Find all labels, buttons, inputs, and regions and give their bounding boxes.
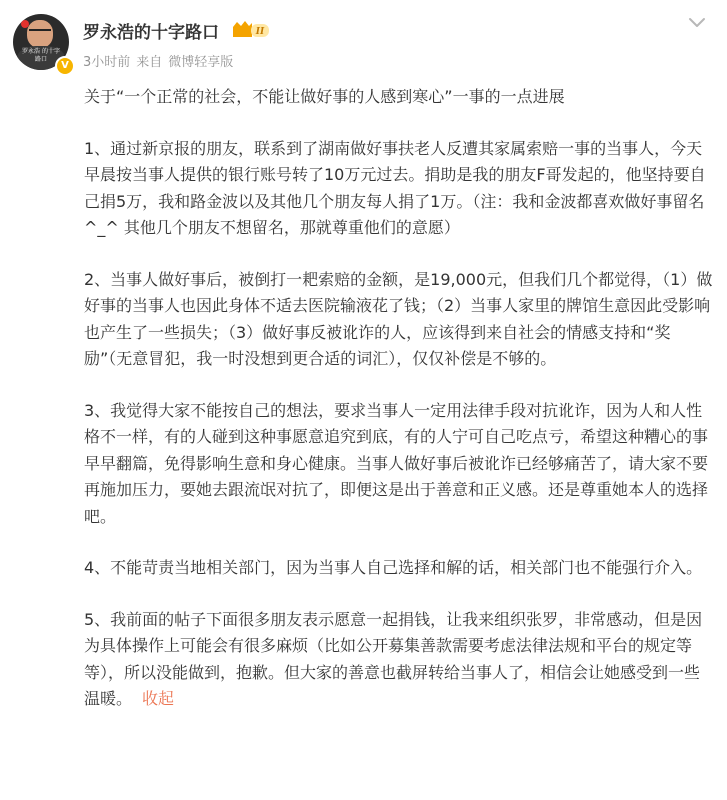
source-prefix: 来自 <box>136 55 163 70</box>
author-avatar[interactable] <box>13 14 73 74</box>
author-name[interactable]: 罗永浩的十字路口 <box>83 23 219 43</box>
post-header <box>0 0 727 80</box>
post-time: 3小时前 <box>83 55 131 70</box>
post-paragraph-4: 4、不能苛责当地相关部门，因为当事人自己选择和解的话，相关部门也不能强行介入。 <box>84 558 703 577</box>
post-paragraph-5 <box>84 607 714 713</box>
post-meta <box>83 51 239 70</box>
collapse-link[interactable]: 收起 <box>142 689 175 708</box>
post-paragraph-5-text: 5、我前面的帖子下面很多朋友表示愿意一起捐钱，让我来组织张罗，非常感动，但是因为具体操作上可能会有很多麻烦（比如公开募集善款需要考虑法律法规和平台的规定等等），所以没能做到，抱歉。但大家的善意也截屏转给当事人了，相信会让她感受到一些温暖。 <box>84 609 703 708</box>
badge-level-text: II <box>255 27 265 37</box>
post-paragraph-1: 1、通过新京报的朋友，联系到了湖南做好事扶老人反遭其家属索赔一事的当事人，今天早晨按当事人提供的银行账号转了10万元过去。捐助是我的朋友F哥发起的，他坚持要自己捐5万，我和路金波以及其他几个朋友每人捐了1万。（注：我和金波都喜欢做好事留名^_^ 其他几个朋友不想留名，那就尊重他们的意愿） <box>84 138 706 237</box>
verified-v-icon: V <box>55 56 75 76</box>
source-link[interactable]: 微博轻享版 <box>168 55 234 70</box>
post-paragraph-3: 3、我觉得大家不能按自己的想法，要求当事人一定用法律手段对抗讹诈，因为人和人性格不一样，有的人碰到这种事愿意追究到底，有的人宁可自己吃点亏，希望这种糟心的事早早翻篇，免得影响生意和身心健康。当事人做好事后被讹诈已经够痛苦了，请大家不要再施加压力，要她去跟流氓对抗了，即便这是出于善意和正义感。还是尊重她本人的选择吧。 <box>84 400 709 526</box>
post-paragraph-2: 2、当事人做好事后，被倒打一耙索赔的金额，是19,000元，但我们几个都觉得，（1）做好事的当事人也因此身体不适去医院输液花了钱；（2）当事人家里的牌馆生意因此受影响也产生了一些损失；（3）做好事反被讹诈的人，应该得到来自社会的情感支持和“奖励”（无意冒犯，我一时没想到更合适的词汇），仅仅补偿是不够的。 <box>84 269 713 368</box>
avatar-caption: 罗永浩 的十字路口 <box>22 48 60 63</box>
avatar-glasses <box>29 29 51 36</box>
post-content <box>84 84 714 713</box>
member-crown-badge-icon[interactable] <box>231 20 271 40</box>
post-title-paragraph: 关于“一个正常的社会，不能让做好事的人感到寒心”一事的一点进展 <box>84 87 565 106</box>
more-options-chevron-icon[interactable] <box>682 10 712 34</box>
